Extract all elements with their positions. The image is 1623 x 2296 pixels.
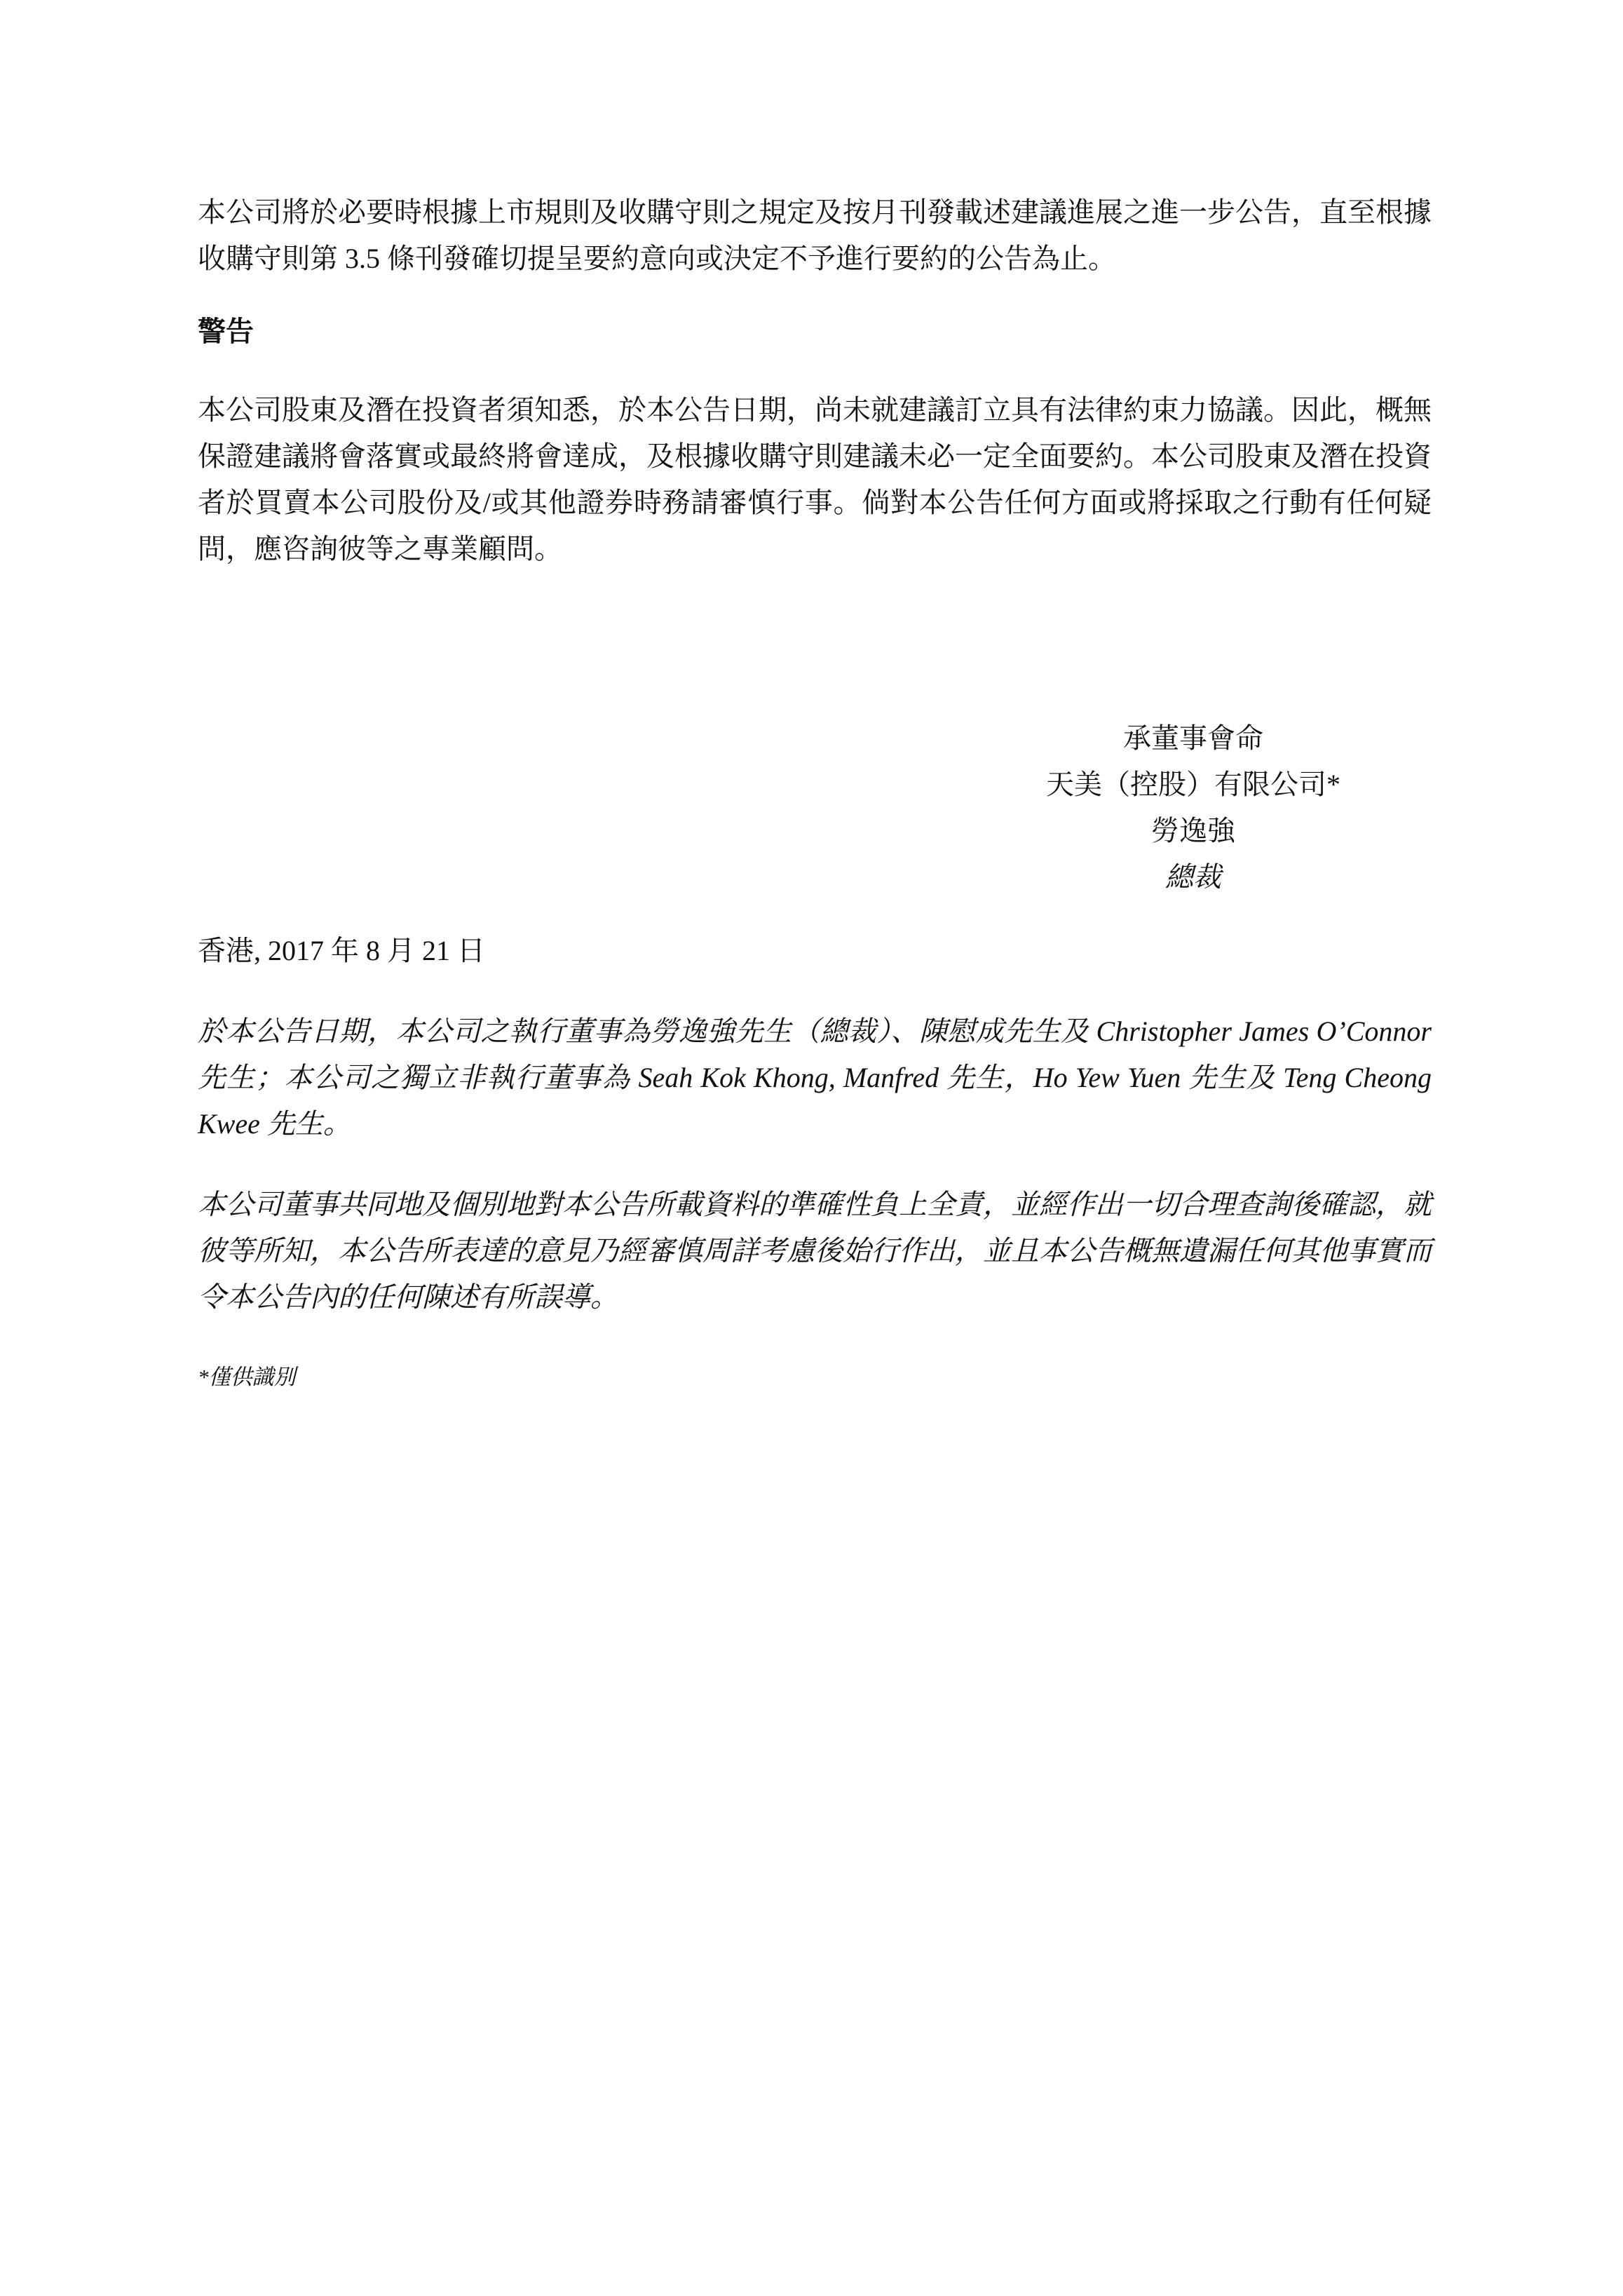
signatory-name: 勞逸強 [1151, 815, 1235, 846]
signature-block [941, 715, 1446, 900]
signatory-title: 總裁 [1165, 861, 1221, 893]
warning-heading: 警告 [198, 316, 254, 347]
company-name: 天美（控股）有限公司* [1046, 769, 1340, 800]
directors-paragraph: 於本公告日期，本公司之執行董事為勞逸強先生（總裁）、陳慰成先生及 Christopher James O’Connor 先生；本公司之獨立非執行董事為 Seah Kok Khong, Manfred 先生，Ho Yew Yuen 先生及 Teng Cheong Kwee 先生。 [198, 1015, 1432, 1140]
warning-paragraph: 本公司股東及潛在投資者須知悉，於本公告日期，尚未就建議訂立具有法律約束力協議。因此，概無保證建議將會落實或最終將會達成，及根據收購守則建議未必一定全面要約。本公司股東及潛在投資者於買賣本公司股份及/或其他證券時務請審慎行事。倘對本公告任何方面或將採取之行動有任何疑問，應咨詢彼等之專業顧問。 [198, 394, 1432, 565]
announcement-paragraph: 本公司將於必要時根據上市規則及收購守則之規定及按月刊發載述建議進展之進一步公告，直至根據收購守則第 3.5 條刊發確切提呈要約意向或決定不予進行要約的公告為止。 [198, 196, 1432, 274]
date-line: 香港, 2017 年 8 月 21 日 [198, 935, 485, 966]
signature-order-line: 承董事會命 [1123, 722, 1263, 754]
footnote: *僅供識別 [198, 1365, 296, 1389]
responsibility-paragraph: 本公司董事共同地及個別地對本公告所載資料的準確性負上全責，並經作出一切合理查詢後確認，就彼等所知，本公告所表達的意見乃經審慎周詳考慮後始行作出，並且本公告概無遺漏任何其他事實而令本公告內的任何陳述有所誤導。 [198, 1189, 1432, 1313]
